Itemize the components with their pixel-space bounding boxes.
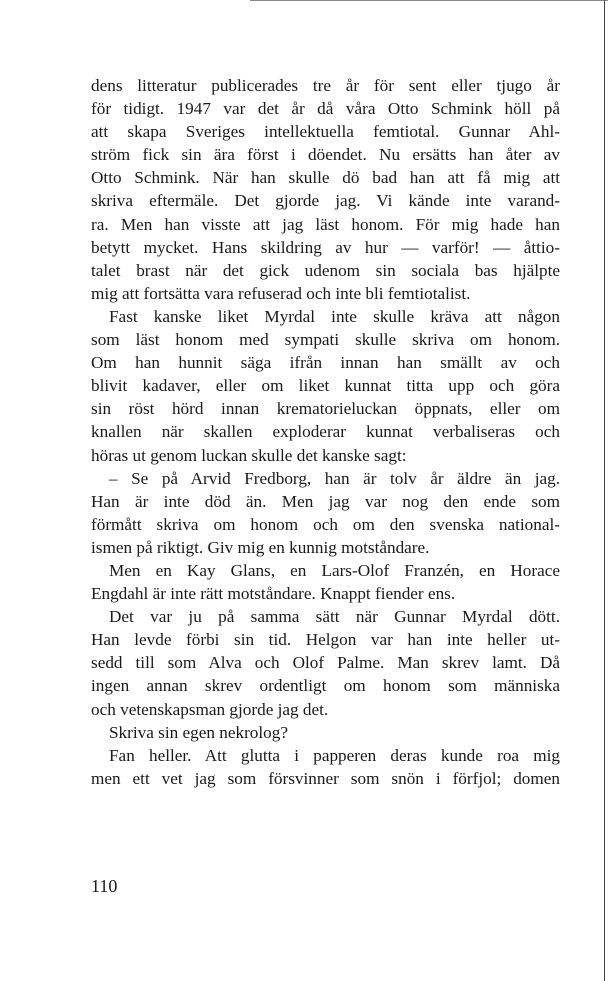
text-line: och vetenskapsman gjorde jag det. bbox=[91, 699, 329, 719]
text-line: sedd till som Alva och Olof Palme. Man skrev lamt. Då bbox=[91, 653, 560, 673]
text-line: Det var ju på samma sätt när Gunnar Myrdal dött. bbox=[109, 607, 560, 627]
text-line: talet brast när det gick udenom sin sociala bas hjälpte bbox=[91, 260, 560, 280]
text-line: ström fick sin ära först i döendet. Nu ersätts han åter av bbox=[91, 145, 560, 165]
text-line: betytt mycket. Hans skildring av hur — varför! — åttio- bbox=[91, 237, 560, 257]
text-line: förmått skriva om honom och om den svenska national- bbox=[91, 514, 560, 534]
text-line: Om han hunnit säga ifrån innan han smällt av och bbox=[91, 353, 560, 373]
text-line: Engdahl är inte rätt motståndare. Knappt fiender ens. bbox=[91, 584, 456, 604]
page-number: 110 bbox=[91, 876, 118, 896]
text-line: Han är inte död än. Men jag var nog den ende som bbox=[91, 491, 560, 511]
text-line: ismen på riktigt. Giv mig en kunnig motståndare. bbox=[91, 537, 430, 557]
text-line: Otto Schmink. När han skulle dö bad han att få mig att bbox=[91, 168, 560, 188]
text-line: mig att fortsätta vara refuserad och inte bli femtiotalist. bbox=[91, 283, 471, 303]
text-line: Men en Kay Glans, en Lars-Olof Franzén, en Horace bbox=[109, 560, 560, 580]
text-line: men ett vet jag som försvinner som snön i förfjol; domen bbox=[91, 768, 560, 788]
text-line: knallen när skallen exploderar kunnat verbaliseras och bbox=[91, 422, 560, 442]
text-line: ingen annan skrev ordentligt om honom som människa bbox=[91, 676, 560, 696]
text-line: sin röst hörd innan krematorieluckan öppnats, eller om bbox=[91, 399, 560, 419]
text-line: att skapa Sveriges intellektuella femtiotal. Gunnar Ahl- bbox=[91, 122, 560, 142]
text-line: höras ut genom luckan skulle det kanske sagt: bbox=[91, 445, 407, 465]
page-edge-top bbox=[250, 0, 608, 1]
text-line: Skriva sin egen nekrolog? bbox=[109, 722, 288, 742]
text-line: ra. Men han visste att jag läst honom. För mig hade han bbox=[91, 214, 560, 234]
text-line: Han levde förbi sin tid. Helgon var han inte heller ut- bbox=[91, 630, 560, 650]
text-line: Fast kanske liket Myrdal inte skulle kräva att någon bbox=[109, 306, 560, 326]
text-line: som läst honom med sympati skulle skriva om honom. bbox=[91, 330, 560, 350]
page-edge-right bbox=[604, 0, 605, 981]
text-line: dens litteratur publicerades tre år för sent eller tjugo år bbox=[91, 76, 560, 95]
text-line: skriva eftermäle. Det gjorde jag. Vi kände inte varand- bbox=[91, 191, 560, 211]
body-text bbox=[91, 74, 560, 790]
text-line: Fan heller. Att glutta i papperen deras kunde roa mig bbox=[109, 745, 560, 765]
text-line: för tidigt. 1947 var det år då våra Otto Schmink höll på bbox=[91, 99, 560, 119]
text-line: blivit kadaver, eller om liket kunnat titta upp och göra bbox=[91, 376, 560, 396]
text-line: – Se på Arvid Fredborg, han är tolv år äldre än jag. bbox=[109, 468, 560, 488]
